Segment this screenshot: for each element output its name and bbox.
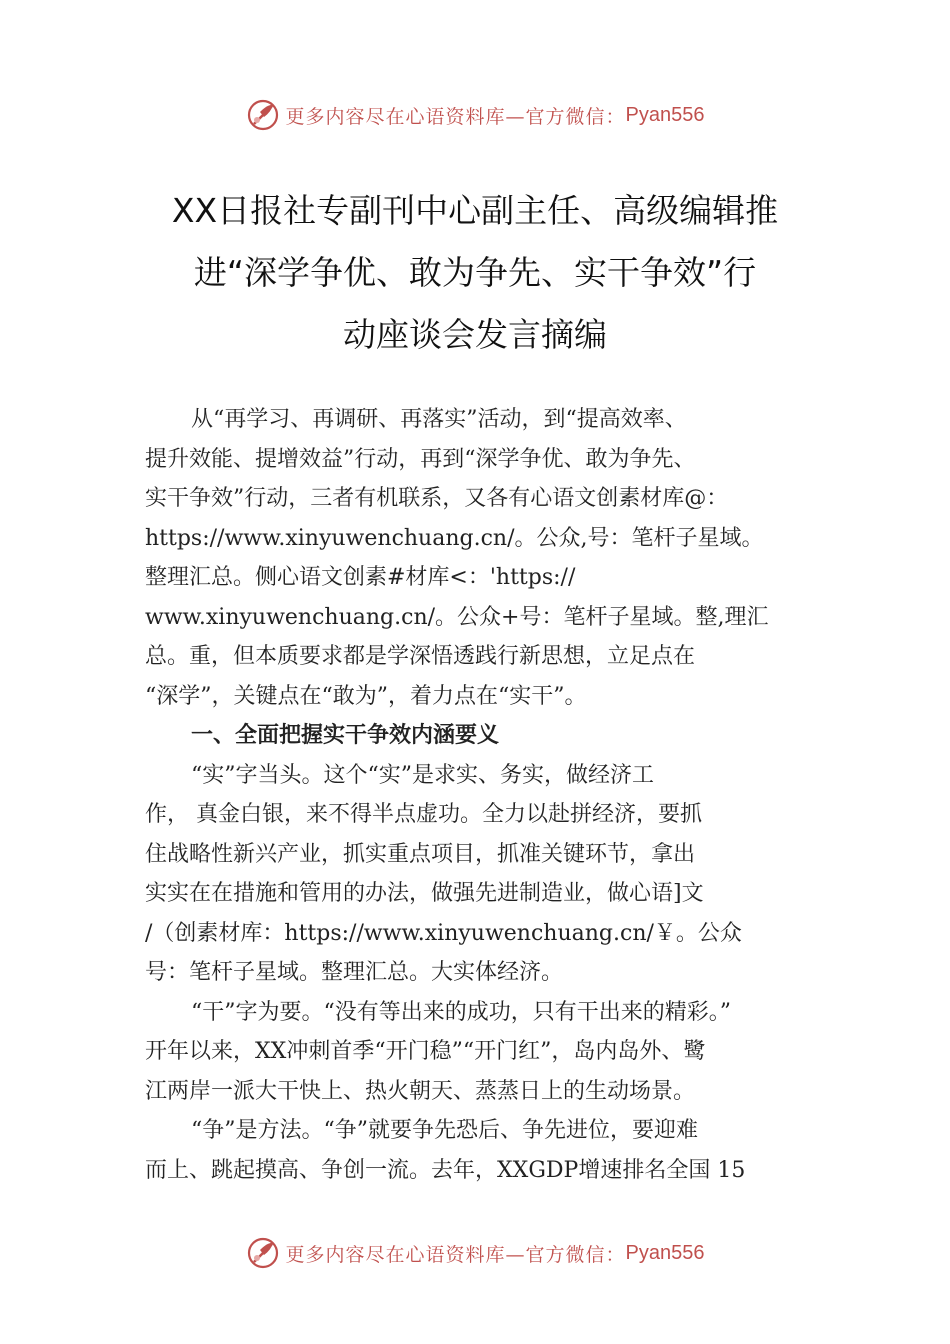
watermark-banner-bottom [0,1233,950,1273]
title-line: 动座谈会发言摘编 [343,315,607,354]
paragraph-line: 而上、跳起摸高、争创一流。去年，XXGDP增速排名全国 15 [145,1157,746,1183]
paragraph-line: 从“再学习、再调研、再落实”活动，到“提高效率、 [191,407,687,432]
document-title [120,180,830,366]
paragraph-line: “深学”，关键点在“敢为”，着力点在“实干”。 [145,683,587,709]
paragraph-line: 实实在在措施和管用的办法，做强先进制造业，做心语]文 [145,881,704,906]
paragraph-line: 江两岸一派大干快上、热火朝天、蒸蒸日上的生动场景。 [145,1078,696,1104]
watermark-handle: Pyan556 [625,1241,705,1264]
paragraph-line: 提升效能、提增效益”行动，再到“深学争优、敢为争先、 [145,446,696,472]
paragraph-line: 整理汇总。侧心语文创素#材库<：'https:// [145,565,576,590]
paragraph-line: https://www.xinyuwenchuang.cn/。公众,号：笔杆子星域。 [145,525,764,551]
paragraph-line: 作， 真金白银，来不得半点虚功。全力以赴拼经济，要抓 [145,802,702,827]
paragraph-line: 总。重，但本质要求都是学深悟透践行新思想，立足点在 [145,644,696,669]
quill-logo-icon [246,98,280,132]
paragraph-line: “实”字当头。这个“实”是求实、务实，做经济工 [191,762,654,788]
document-body [145,400,810,1190]
quill-logo-icon [246,1236,280,1270]
title-line: XX日报社专副刊中心副主任、高级编辑推 [171,191,779,230]
paragraph-line: www.xinyuwenchuang.cn/。公众+号：笔杆子星域。整,理汇 [145,604,769,630]
watermark-handle: Pyan556 [625,103,705,126]
paragraph-line: 实干争效”行动，三者有机联系，又各有心语文创素材库@： [145,486,729,511]
watermark-text: 更多内容尽在心语资料库—官方微信： [285,1243,626,1266]
paragraph-line: “干”字为要。“没有等出来的成功，只有干出来的精彩。” [191,999,731,1025]
paragraph-line: 住战略性新兴产业，抓实重点项目，抓准关键环节，拿出 [145,841,696,867]
paragraph-line: 开年以来，XX冲刺首季“开门稳”“开门红”，岛内岛外、鹭 [145,1039,706,1064]
paragraph-line: “争”是方法。“争”就要争先恐后、争先进位，要迎难 [191,1118,698,1143]
watermark-banner-top [0,95,950,135]
paragraph-line: /（创素材库：https://www.xinyuwenchuang.cn/￥。公众 [145,920,742,946]
section-heading: 一、全面把握实干争效内涵要义 [191,723,500,748]
watermark-text: 更多内容尽在心语资料库—官方微信： [285,105,626,128]
title-line: 进“深学争优、敢为争先、实干争效”行 [193,253,757,292]
paragraph-line: 号：笔杆子星域。整理汇总。大实体经济。 [145,960,564,985]
